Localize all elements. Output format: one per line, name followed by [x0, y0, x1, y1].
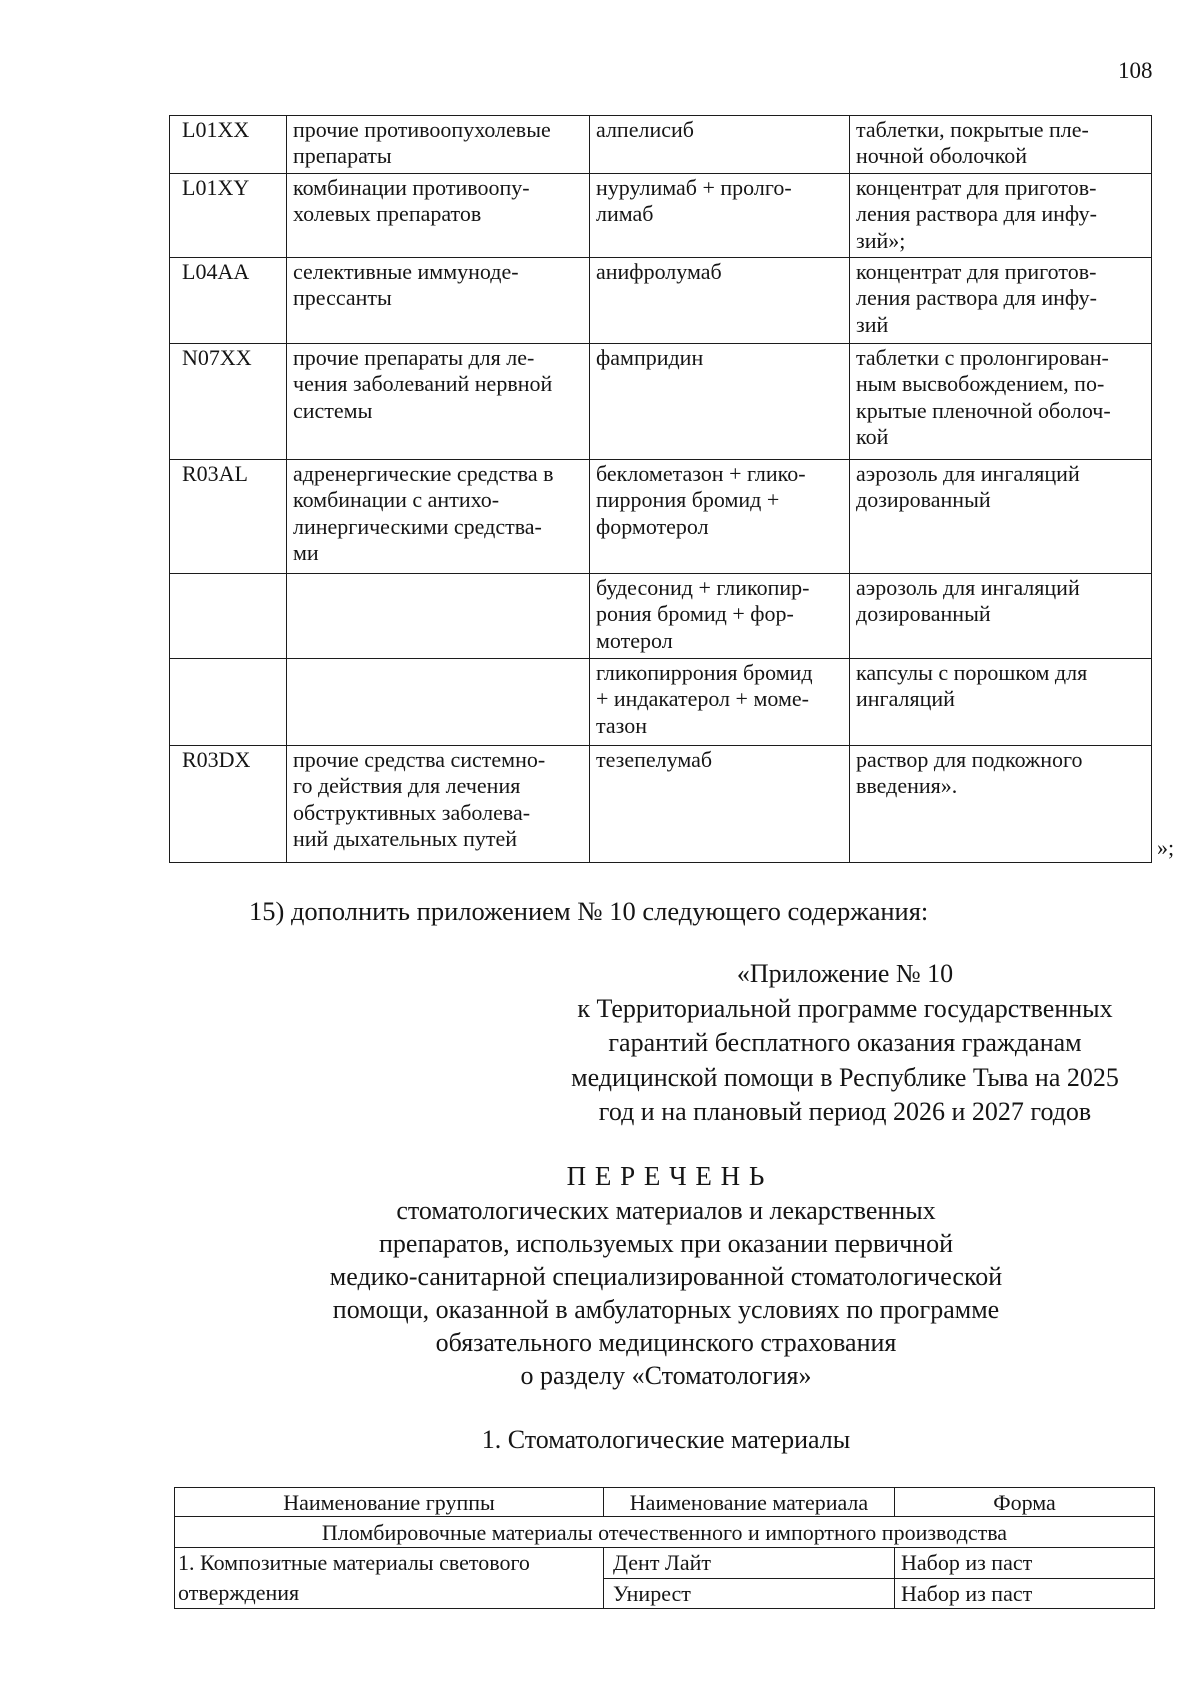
- list-title-text: П Е Р Е Ч Е Н Ь: [566, 1161, 766, 1191]
- list-subtitle-line: препаратов, используемых при оказании первичной: [379, 1229, 953, 1258]
- material-form-cell: Набор из паст: [895, 1578, 1155, 1609]
- drug-cell: алпелисиб: [590, 116, 850, 174]
- column-header-form: Форма: [895, 1488, 1155, 1517]
- list-subtitle-line: обязательного медицинского страхования: [435, 1328, 897, 1357]
- table-row: [175, 1548, 1155, 1579]
- page-number: 108: [1118, 58, 1153, 83]
- table-row: [170, 746, 1152, 863]
- dosage-form-cell: концентрат для приготов- ления раствора для инфу- зий: [850, 258, 1152, 344]
- dosage-form-cell: таблетки с пролонгирован- ным высвобождением, по- крытые пленочной оболоч- кой: [850, 344, 1152, 460]
- section-heading-text: 1. Стоматологические материалы: [481, 1425, 851, 1454]
- dosage-form-cell: аэрозоль для ингаляций дозированный: [850, 574, 1152, 659]
- amendment-paragraph: 15) дополнить приложением № 10 следующего содержания:: [249, 896, 929, 926]
- dosage-form-cell: концентрат для приготов- ления раствора для инфу- зий»;: [850, 174, 1152, 258]
- group-cell: прочие препараты для ле- чения заболеваний нервной системы: [287, 344, 590, 460]
- appendix-heading-line: год и на плановый период 2026 и 2027 годов: [598, 1097, 1092, 1126]
- atc-code-cell: [170, 574, 287, 659]
- dosage-form-cell: аэрозоль для ингаляций дозированный: [850, 460, 1152, 574]
- drug-cell: анифролумаб: [590, 258, 850, 344]
- group-cell: адренергические средства в комбинации с антихо- линергическими средства- ми: [287, 460, 590, 574]
- table-row: [170, 460, 1152, 574]
- dosage-form-cell: капсулы с порошком для ингаляций: [850, 659, 1152, 746]
- column-header-group: Наименование группы: [175, 1488, 604, 1517]
- list-subtitle: [216, 1194, 1116, 1392]
- drug-cell: фампридин: [590, 344, 850, 460]
- appendix-heading-line: «Приложение № 10: [736, 959, 954, 988]
- list-subtitle-line: стоматологических материалов и лекарственных: [396, 1196, 936, 1225]
- drug-cell: нурулимаб + пролго- лимаб: [590, 174, 850, 258]
- drug-cell: беклометазон + глико- пиррония бромид + формотерол: [590, 460, 850, 574]
- table-row: [170, 258, 1152, 344]
- drug-cell: будесонид + гликопир- рония бромид + фор- мотерол: [590, 574, 850, 659]
- section-heading: [216, 1423, 1116, 1457]
- group-cell: прочие противоопухолевые препараты: [287, 116, 590, 174]
- list-subtitle-line: о разделу «Стоматология»: [520, 1361, 812, 1390]
- atc-code-cell: R03DX: [170, 746, 287, 863]
- group-cell: комбинации противоопу- холевых препаратов: [287, 174, 590, 258]
- group-cell: селективные иммуноде- прессанты: [287, 258, 590, 344]
- appendix-heading-line: к Территориальной программе государственных: [577, 993, 1113, 1023]
- appendix-heading-line: гарантий бесплатного оказания гражданам: [608, 1028, 1082, 1057]
- section-row-label: Пломбировочные материалы отечественного и импортного производства: [175, 1517, 1155, 1548]
- atc-code-cell: R03AL: [170, 460, 287, 574]
- atc-code-cell: N07XX: [170, 344, 287, 460]
- material-form-cell: Набор из паст: [895, 1548, 1155, 1579]
- dosage-form-cell: таблетки, покрытые пле- ночной оболочкой: [850, 116, 1152, 174]
- group-cell: прочие средства системно- го действия для лечения обструктивных заболева- ний дыхательных путей: [287, 746, 590, 863]
- list-title: [216, 1159, 1116, 1193]
- drug-cell: гликопиррония бромид + индакатерол + моме- тазон: [590, 659, 850, 746]
- atc-code-cell: L01XX: [170, 116, 287, 174]
- closing-quote: »;: [1157, 835, 1175, 860]
- drug-table: [169, 115, 1152, 863]
- group-cell: [287, 574, 590, 659]
- group-cell: [287, 659, 590, 746]
- dosage-form-cell: раствор для подкожного введения».: [850, 746, 1152, 863]
- appendix-heading-line: медицинской помощи в Республике Тыва на 2025: [571, 1062, 1119, 1092]
- list-subtitle-line: медико-санитарной специализированной стоматологической: [329, 1262, 1003, 1291]
- appendix-heading: [495, 957, 1195, 1130]
- table-row: [170, 116, 1152, 174]
- table-header-row: [175, 1488, 1155, 1517]
- material-name-cell: Унирест: [604, 1578, 895, 1609]
- material-name-cell: Дент Лайт: [604, 1548, 895, 1579]
- drug-cell: тезепелумаб: [590, 746, 850, 863]
- table-section-row: [175, 1517, 1155, 1548]
- atc-code-cell: [170, 659, 287, 746]
- atc-code-cell: L01XY: [170, 174, 287, 258]
- table-row: [170, 174, 1152, 258]
- table-row: [170, 574, 1152, 659]
- table-row: [170, 344, 1152, 460]
- column-header-material: Наименование материала: [604, 1488, 895, 1517]
- table-row: [170, 659, 1152, 746]
- materials-table: [174, 1487, 1155, 1609]
- atc-code-cell: L04AA: [170, 258, 287, 344]
- material-group-cell: 1. Композитные материалы светового отверждения: [175, 1548, 604, 1609]
- list-subtitle-line: помощи, оказанной в амбулаторных условиях по программе: [332, 1295, 1000, 1324]
